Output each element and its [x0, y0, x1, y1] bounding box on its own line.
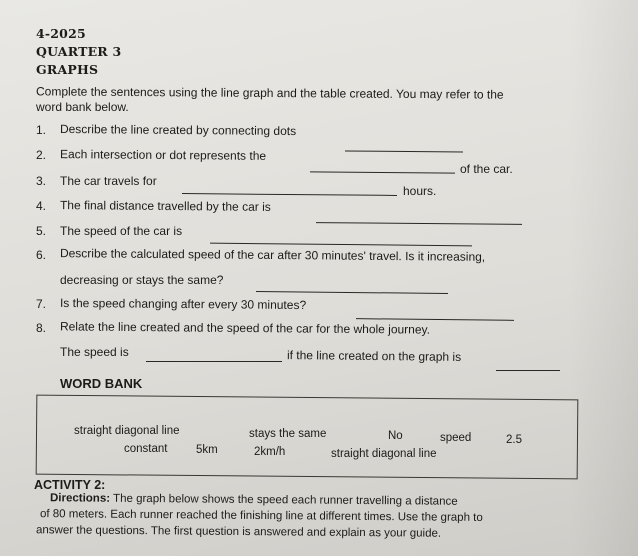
- school-year: 4-2025: [36, 26, 86, 41]
- item-3-answer-blank[interactable]: [182, 193, 397, 196]
- quarter-label: QUARTER 3: [36, 44, 122, 59]
- item-2-answer-blank[interactable]: [310, 171, 455, 173]
- item-2-after: of the car.: [460, 162, 513, 176]
- item-8-answer-blank-1[interactable]: [146, 361, 282, 362]
- item-number: 6.: [36, 248, 47, 262]
- item-7-text: Is the speed changing after every 30 minutes?: [59, 295, 307, 313]
- item-6-text: Describe the calculated speed of the car after 30 minutes' travel. Is it increasing,: [59, 246, 486, 264]
- word-bank-term: stays the same: [249, 428, 327, 440]
- item-number: 4.: [36, 199, 47, 213]
- item-8-line-label: if the line created on the graph is: [286, 348, 462, 364]
- item-4-answer-blank[interactable]: [316, 222, 522, 225]
- item-6-text-line2: decreasing or stays the same?: [60, 273, 224, 287]
- directions-line1: [50, 492, 458, 508]
- word-bank-term: speed: [440, 432, 472, 444]
- item-3-after: hours.: [403, 184, 437, 198]
- item-1-answer-blank[interactable]: [345, 150, 463, 152]
- word-bank-term: 2.5: [506, 434, 522, 446]
- directions-line3: answer the questions. The first question is answered and explain as your guide.: [35, 524, 442, 540]
- directions-text: The graph below shows the speed each runner travelling a distance: [113, 492, 458, 508]
- instructions-line1: Complete the sentences using the line graph and the table created. You may refer to the: [35, 84, 504, 102]
- item-number: 5.: [36, 224, 47, 238]
- item-8-speed-label: The speed is: [60, 345, 129, 359]
- page-shadow: [568, 0, 638, 556]
- word-bank-term: constant: [124, 443, 168, 455]
- instructions-line2: word bank below.: [36, 100, 129, 114]
- topic-title: GRAPHS: [36, 62, 99, 77]
- word-bank-term: straight diagonal line: [331, 448, 437, 460]
- item-number: 7.: [36, 297, 47, 311]
- item-6-answer-blank[interactable]: [256, 291, 448, 294]
- item-8-text: Relate the line created and the speed of the car for the whole journey.: [59, 319, 431, 337]
- word-bank-term: straight diagonal line: [74, 425, 180, 437]
- item-number: 3.: [36, 174, 47, 188]
- item-3-text: The car travels for: [60, 174, 157, 188]
- item-number: 8.: [36, 321, 47, 335]
- word-bank-term: 5km: [196, 444, 218, 456]
- item-number: 2.: [36, 148, 47, 162]
- word-bank-term: 2km/h: [254, 446, 286, 458]
- item-8-answer-blank-2[interactable]: [496, 370, 560, 371]
- item-2-text: Each intersection or dot represents the: [59, 147, 267, 163]
- word-bank-term: No: [388, 430, 403, 442]
- item-5-text: The speed of the car is: [60, 224, 183, 238]
- item-4-text: The final distance travelled by the car is: [59, 198, 271, 214]
- word-bank-title: WORD BANK: [60, 376, 143, 391]
- directions-label: Directions:: [49, 492, 111, 505]
- activity-title: ACTIVITY 2:: [34, 478, 106, 492]
- item-7-answer-blank[interactable]: [356, 318, 514, 321]
- item-1-text: Describe the line created by connecting dots: [59, 121, 297, 139]
- directions-line2: of 80 meters. Each runner reached the finishing line at different times. Use the graph to: [39, 508, 483, 524]
- item-number: 1.: [36, 123, 47, 137]
- item-5-answer-blank[interactable]: [210, 243, 472, 247]
